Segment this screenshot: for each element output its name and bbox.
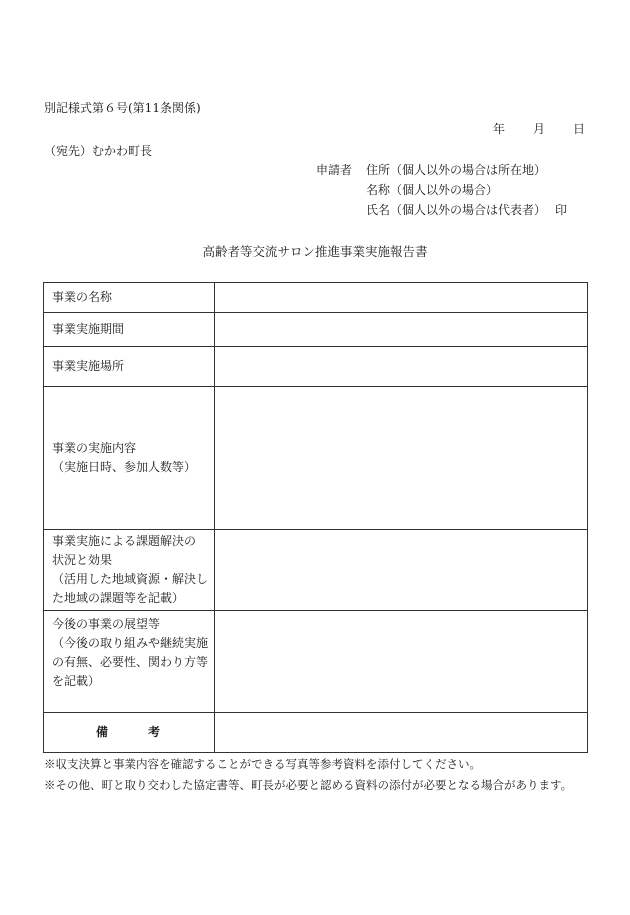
addressee: （宛先）むかわ町長 — [44, 144, 153, 158]
applicant-address: 住所（個人以外の場合は所在地） — [366, 163, 547, 177]
table-row — [44, 611, 588, 713]
report-table — [43, 282, 588, 753]
table-row — [44, 283, 588, 313]
label-line: の有無、必要性、関わり方等 — [52, 655, 209, 669]
label-line: 事業実施期間 — [52, 322, 125, 336]
row-label-content — [44, 387, 215, 530]
note-other-documents: ※その他、町と取り交わした協定書等、町長が必要と認める資料の添付が必要となる場合があります。 — [44, 778, 573, 792]
table-row — [44, 530, 588, 611]
label-line: 事業の名称 — [52, 290, 113, 304]
remarks-char-1: 備 — [95, 725, 108, 739]
row-label-period — [44, 313, 215, 347]
label-line: 状況と効果 — [52, 553, 113, 567]
date-year: 年 — [493, 122, 506, 136]
effects-field[interactable] — [215, 530, 588, 611]
label-line: （実施日時、参加人数等） — [52, 460, 197, 474]
label-line: 今後の事業の展望等 — [52, 617, 161, 631]
content-field[interactable] — [215, 387, 588, 530]
label-line: た地域の課題等を記載） — [52, 591, 185, 605]
label-line: 事業の実施内容 — [52, 441, 137, 455]
project-name-field[interactable] — [215, 283, 588, 313]
date-day: 日 — [573, 122, 586, 136]
note-attachments: ※収支決算と事業内容を確認することができる写真等参考資料を添付してください。 — [44, 757, 481, 771]
document-title: 高齢者等交流サロン推進事業実施報告書 — [202, 244, 428, 259]
label-line: （活用した地域資源・解決し — [52, 572, 209, 586]
row-label-outlook — [44, 611, 215, 713]
row-label-remarks — [44, 713, 215, 753]
row-label-effects — [44, 530, 215, 611]
label-line: を記載） — [52, 674, 101, 688]
seal-mark: 印 — [555, 203, 568, 217]
row-label-project-name — [44, 283, 215, 313]
table-row — [44, 387, 588, 530]
applicant-person: 氏名（個人以外の場合は代表者） — [366, 203, 547, 217]
table-row — [44, 713, 588, 753]
table-row — [44, 347, 588, 387]
label-line: （今後の取り組みや継続実施 — [52, 636, 209, 650]
remarks-field[interactable] — [215, 713, 588, 753]
remarks-char-2: 考 — [148, 725, 161, 739]
date-month: 月 — [533, 122, 546, 136]
period-field[interactable] — [215, 313, 588, 347]
label-line: 事業実施による課題解決の — [52, 534, 197, 548]
label-line: 事業実施場所 — [52, 359, 125, 373]
form-number: 別記様式第６号(第11条関係) — [44, 101, 201, 115]
location-field[interactable] — [215, 347, 588, 387]
date-line — [493, 122, 585, 137]
applicant-label: 申請者 — [316, 163, 353, 177]
outlook-field[interactable] — [215, 611, 588, 713]
table-row — [44, 313, 588, 347]
row-label-location — [44, 347, 215, 387]
applicant-name: 名称（個人以外の場合） — [366, 183, 499, 197]
